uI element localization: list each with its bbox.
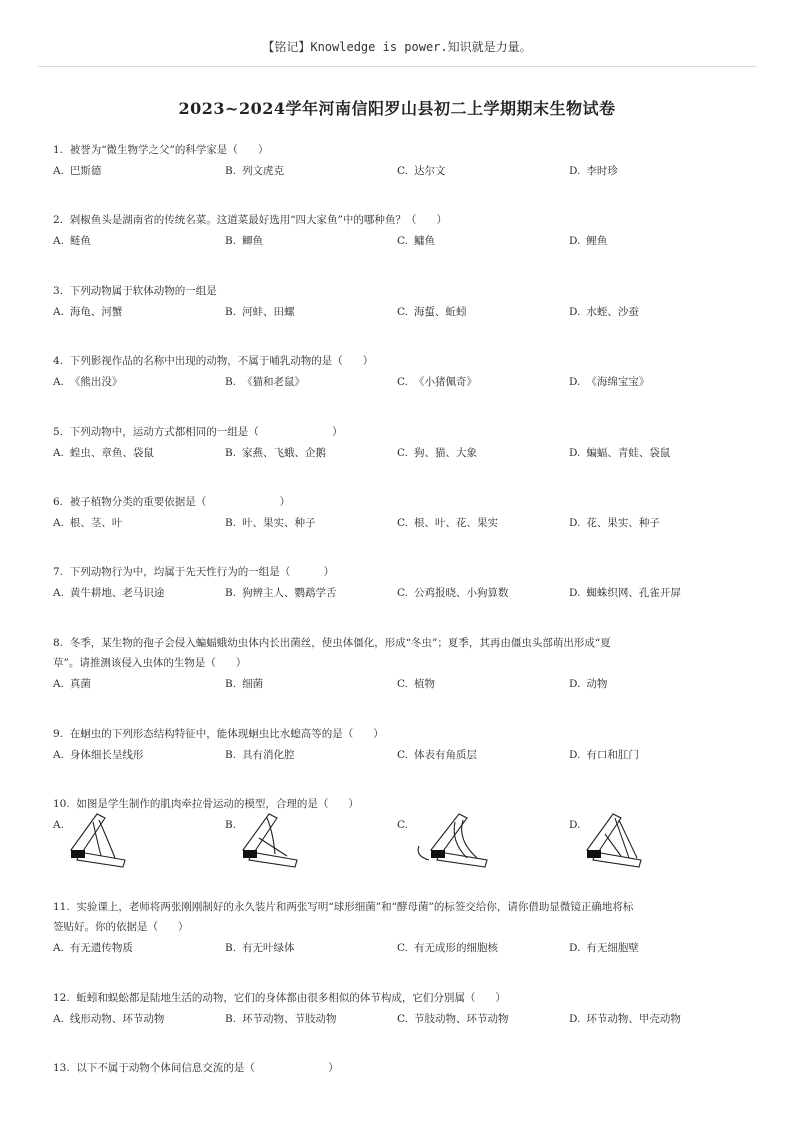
option-c[interactable]: C. <box>397 819 408 831</box>
option-d[interactable]: D. 花、果实、种子 <box>569 517 660 529</box>
question-stem: 8. 冬季，某生物的孢子会侵入蝙蝠蛾幼虫体内长出菌丝，使虫体僵化，形成“冬虫”；夏季，其再由僵虫头部萌出形成“夏 草”。请推测该侵入虫体的生物是（ ） <box>53 637 611 669</box>
question-10 <box>53 794 753 874</box>
option-b[interactable]: B. 《猫和老鼠》 <box>225 376 306 388</box>
question-4 <box>53 351 753 392</box>
question-2 <box>53 210 753 251</box>
question-stem: 9. 在蛔虫的下列形态结构特征中，能体现蛔虫比水螅高等的是（ ） <box>53 728 384 740</box>
option-a[interactable]: A. 线形动物、环节动物 <box>53 1013 165 1025</box>
options-row <box>53 583 753 603</box>
question-7 <box>53 562 753 603</box>
question-9 <box>53 724 753 765</box>
options-row <box>53 161 753 181</box>
question-6 <box>53 492 753 533</box>
option-c[interactable]: C. 根、叶、花、果实 <box>397 517 498 529</box>
exam-title: 2023~2024学年河南信阳罗山县初二上学期期末生物试卷 <box>178 99 616 118</box>
option-a[interactable]: A. 《熊出没》 <box>53 376 123 388</box>
option-a[interactable]: A. 蝗虫、章鱼、袋鼠 <box>53 447 154 459</box>
question-stem: 4. 下列影视作品的名称中出现的动物，不属于哺乳动物的是（ ） <box>53 355 374 367</box>
question-stem: 3. 下列动物属于软体动物的一组是 <box>53 285 217 297</box>
question-stem: 10. 如图是学生制作的肌肉牵拉骨运动的模型，合理的是（ ） <box>53 798 359 810</box>
muscle-model-figure-c <box>411 812 507 870</box>
option-c[interactable]: C. 体表有角质层 <box>397 749 477 761</box>
option-b[interactable]: B. 列文虎克 <box>225 165 285 177</box>
question-5 <box>53 422 753 463</box>
option-c[interactable]: C. 节肢动物、环节动物 <box>397 1013 509 1025</box>
option-b[interactable]: B. 叶、果实、种子 <box>225 517 316 529</box>
option-c[interactable]: C. 海蜇、蚯蚓 <box>397 306 467 318</box>
options-row <box>53 938 753 958</box>
options-row <box>53 372 753 392</box>
option-b[interactable]: B. 细菌 <box>225 678 264 690</box>
options-row <box>53 745 753 765</box>
option-a[interactable]: A. 有无遗传物质 <box>53 942 133 954</box>
options-row <box>53 443 753 463</box>
option-a[interactable]: A. 黄牛耕地、老马识途 <box>53 587 165 599</box>
page-header: 【铭记】Knowledge is power.知识就是力量。 <box>262 40 532 54</box>
question-stem: 5. 下列动物中，运动方式都相同的一组是（ ） <box>53 426 343 438</box>
option-d[interactable]: D. 鲤鱼 <box>569 235 608 247</box>
option-a[interactable]: A. 真菌 <box>53 678 91 690</box>
option-d[interactable]: D. <box>569 819 581 831</box>
option-a[interactable]: A. 鲢鱼 <box>53 235 91 247</box>
option-c[interactable]: C. 有无成形的细胞核 <box>397 942 498 954</box>
question-3 <box>53 281 753 322</box>
options-row <box>53 302 753 322</box>
option-b[interactable]: B. <box>225 819 237 831</box>
option-a[interactable]: A. 海龟、河蟹 <box>53 306 123 318</box>
option-c[interactable]: C. 植物 <box>397 678 435 690</box>
question-1 <box>53 140 753 181</box>
option-b[interactable]: B. 具有消化腔 <box>225 749 295 761</box>
option-d[interactable]: D. 李时珍 <box>569 165 618 177</box>
options-row <box>53 674 753 694</box>
option-b[interactable]: B. 狗辨主人、鹦鹉学舌 <box>225 587 337 599</box>
option-a[interactable]: A. 巴斯德 <box>53 165 102 177</box>
muscle-model-figure-a <box>67 812 147 870</box>
option-b[interactable]: B. 家燕、飞蛾、企鹅 <box>225 447 327 459</box>
option-b[interactable]: B. 有无叶绿体 <box>225 942 295 954</box>
options-row <box>53 231 753 251</box>
question-12 <box>53 988 753 1029</box>
option-d[interactable]: D. 水蛭、沙蚕 <box>569 306 639 318</box>
question-stem: 12. 蚯蚓和蜈蚣都是陆地生活的动物，它们的身体都由很多相似的体节构成，它们分别属（ ） <box>53 992 506 1004</box>
options-row <box>53 513 753 533</box>
question-11 <box>53 897 753 958</box>
option-d[interactable]: D. 环节动物、甲壳动物 <box>569 1013 681 1025</box>
question-stem: 13. 以下不属于动物个体间信息交流的是（ ） <box>53 1062 339 1074</box>
question-stem: 1. 被誉为“微生物学之父”的科学家是（ ） <box>53 144 269 156</box>
muscle-model-figure-d <box>583 812 663 870</box>
option-d[interactable]: D. 蝙蝠、青蛙、袋鼠 <box>569 447 671 459</box>
question-stem: 6. 被子植物分类的重要依据是（ ） <box>53 496 291 508</box>
question-13 <box>53 1058 753 1078</box>
option-b[interactable]: B. 河蚌、田螺 <box>225 306 295 318</box>
option-a[interactable]: A. 根、茎、叶 <box>53 517 123 529</box>
option-a[interactable]: A. <box>53 819 64 831</box>
option-c[interactable]: C. 鳙鱼 <box>397 235 435 247</box>
option-d[interactable]: D. 《海绵宝宝》 <box>569 376 650 388</box>
option-c[interactable]: C. 公鸡报晓、小狗算数 <box>397 587 509 599</box>
header-divider <box>38 66 756 67</box>
option-d[interactable]: D. 动物 <box>569 678 608 690</box>
option-c[interactable]: C. 达尔文 <box>397 165 446 177</box>
question-8 <box>53 633 753 694</box>
option-b[interactable]: B. 环节动物、节肢动物 <box>225 1013 337 1025</box>
question-stem: 2. 剁椒鱼头是湖南省的传统名菜。这道菜最好选用“四大家鱼”中的哪种鱼？（ ） <box>53 214 447 226</box>
option-a[interactable]: A. 身体细长呈线形 <box>53 749 144 761</box>
option-c[interactable]: C. 《小猪佩奇》 <box>397 376 477 388</box>
option-c[interactable]: C. 狗、猫、大象 <box>397 447 477 459</box>
option-d[interactable]: D. 有无细胞壁 <box>569 942 639 954</box>
options-row <box>53 1009 753 1029</box>
muscle-model-figure-b <box>239 812 319 870</box>
question-stem: 7. 下列动物行为中，均属于先天性行为的一组是（ ） <box>53 566 335 578</box>
option-d[interactable]: D. 有口和肛门 <box>569 749 639 761</box>
question-stem: 11. 实验课上，老师将两张刚刚制好的永久装片和两张写明“球形细菌”和“酵母菌”的标签交给你，请你借助显微镜正确地将标 签贴好。你的依据是（ ） <box>53 901 634 933</box>
option-b[interactable]: B. 鲫鱼 <box>225 235 264 247</box>
option-d[interactable]: D. 蜘蛛织网、孔雀开屏 <box>569 587 681 599</box>
